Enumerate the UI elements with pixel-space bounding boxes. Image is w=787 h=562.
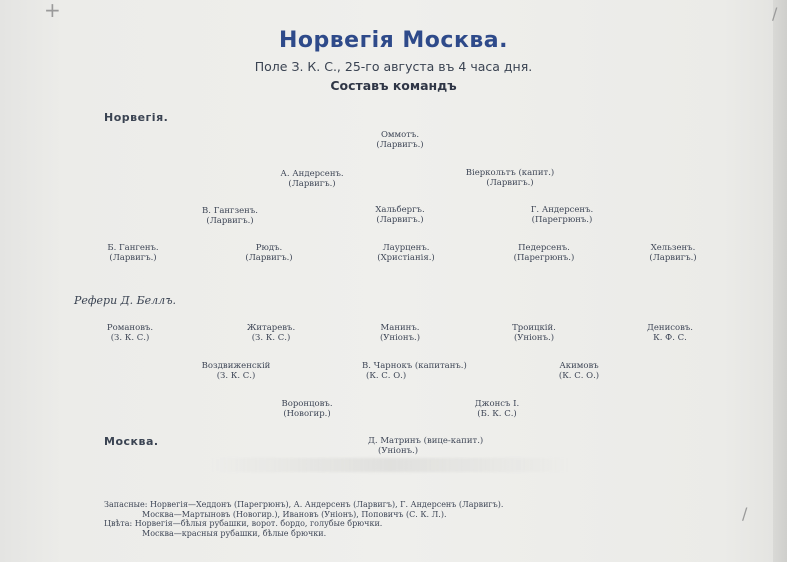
referee: Реферu Д. Беллъ. [74, 294, 177, 307]
player-moscow-back: Джонсъ I. (Б. К. С.) [474, 399, 520, 419]
team-label-norway: Норвегія. [104, 111, 169, 124]
page-title: Норвегія Москва. [278, 28, 509, 53]
reserves-norway: Запасные: Норвегія—Хеддонъ (Парегрюнъ), А. Андерсенъ (Ларвигъ), Г. Андерсенъ (Ларвигъ). [104, 500, 504, 509]
reserves-moscow: Москва—Мартыновъ (Новогир.), Ивановъ (Уніонъ), Поповичъ (С. К. Л.). [142, 509, 447, 519]
corner-mark-icon: / [742, 504, 748, 523]
lineups-heading: Составъ командъ [330, 78, 457, 93]
match-info: Поле З. К. С., 25-го августа въ 4 часа дня. [254, 59, 533, 74]
colors-norway: Цвѣта: Норвегія—бѣлыя рубашки, ворот. бордо, голубые брючки. [104, 519, 383, 528]
player-norway-forward: Б. Гангенъ. (Ларвигъ.) [107, 243, 159, 263]
player-norway-goalkeeper: Оммотъ. (Ларвигъ.) [376, 130, 424, 150]
colors-moscow: Москва—красныя рубашки, бѣлые брючки. [142, 528, 327, 538]
player-moscow-halfback: Воздвиженскій (З. К. С.) [201, 361, 271, 381]
player-moscow-forward: Троицкій. (Уніонъ.) [512, 323, 556, 343]
player-norway-halfback: Хальбергъ. (Ларвигъ.) [375, 205, 425, 225]
player-norway-forward: Лаурценъ. (Христіанія.) [377, 243, 435, 263]
player-norway-forward: Педерсенъ. (Парегрюнъ.) [513, 243, 575, 263]
corner-mark-icon: / [772, 4, 778, 23]
player-norway-halfback: В. Гангзенъ. (Ларвигъ.) [202, 206, 258, 226]
player-norway-back: Віеркольтъ (капит.) (Ларвигъ.) [465, 168, 555, 188]
player-moscow-back: Воронцовъ. (Новогир.) [281, 399, 333, 419]
player-norway-forward: Рюдъ. (Ларвигъ.) [245, 243, 293, 263]
player-norway-back: А. Андерсенъ. (Ларвигъ.) [280, 169, 344, 189]
player-moscow-forward: Житаревъ. (З. К. С.) [246, 323, 296, 343]
player-moscow-forward: Романовъ. (З. К. С.) [106, 323, 154, 343]
player-moscow-halfback: Акимовъ (К. С. О.) [558, 361, 600, 381]
team-label-moscow: Москва. [104, 435, 159, 448]
footer-notes [104, 500, 503, 538]
player-moscow-forward: Манинъ. (Уніонъ.) [379, 323, 421, 343]
corner-mark-icon: + [44, 0, 61, 22]
player-moscow-goalkeeper: Д. Матринъ (вице-капит.) (Уніонъ.) [368, 436, 484, 456]
player-moscow-halfback: В. Чарнокъ (капитанъ.) (К. С. О.) [362, 361, 467, 381]
player-norway-forward: Хельзенъ. (Ларвигъ.) [649, 243, 697, 263]
player-moscow-forward: Денисовъ. К. Ф. С. [646, 323, 694, 343]
player-norway-halfback: Г. Андерсенъ. (Парегрюнъ.) [530, 205, 594, 225]
bleed-through-text [210, 458, 570, 472]
